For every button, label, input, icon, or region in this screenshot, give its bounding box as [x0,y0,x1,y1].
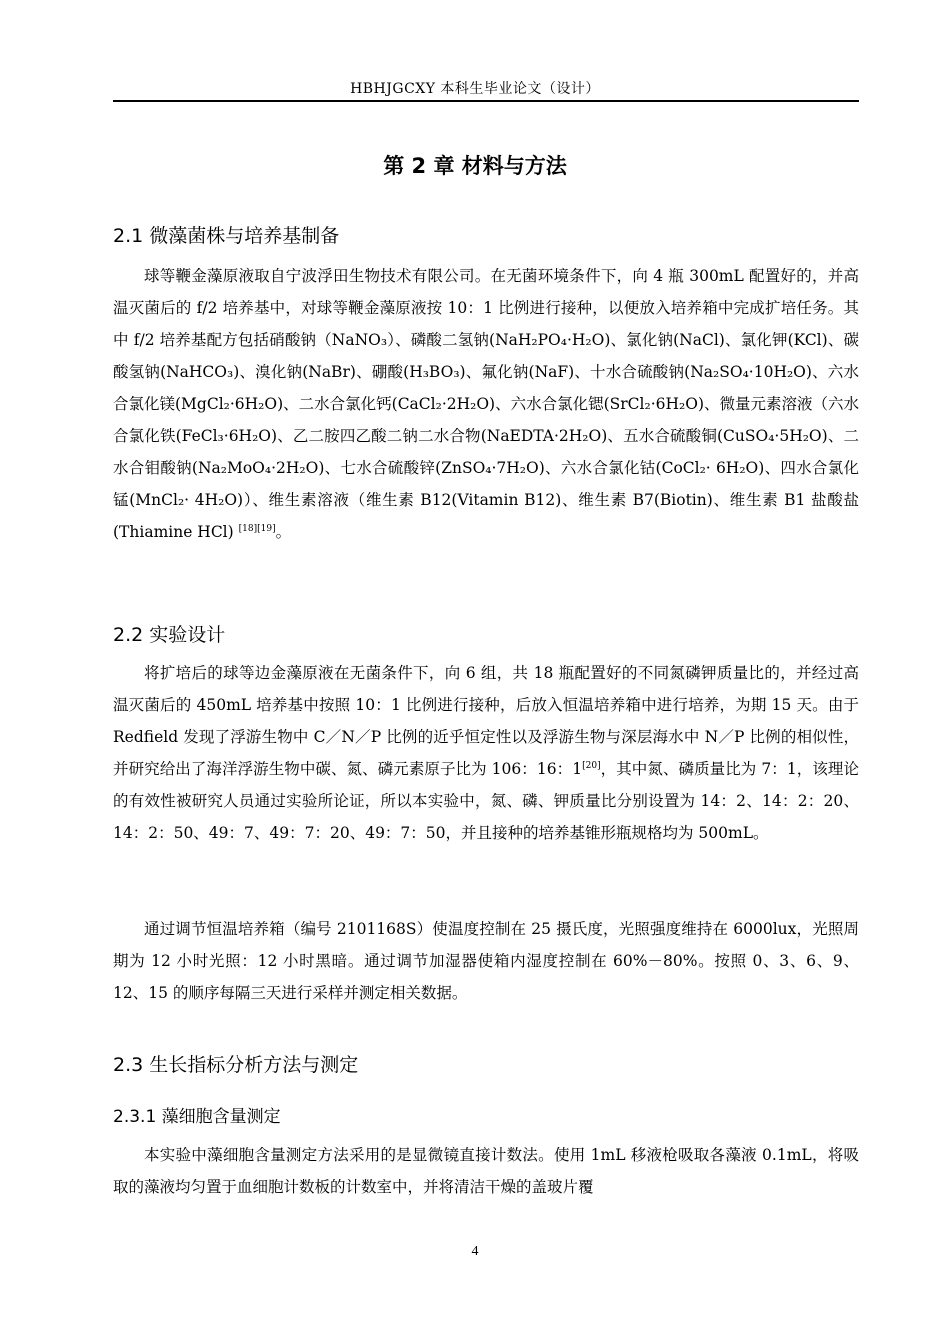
subsection-heading-2-3-1: 2.3.1 藻细胞含量测定 [113,1107,281,1127]
section-heading-2-3: 2.3 生长指标分析方法与测定 [113,1054,359,1076]
running-header: HBHJGCXY 本科生毕业论文（设计） [350,81,600,97]
citation-ref: [20] [582,760,601,771]
page-number: 4 [471,1244,479,1259]
chapter-title: 第 2 章 材料与方法 [383,154,567,178]
paragraph-text: 球等鞭金藻原液取自宁波浮田生物技术有限公司。在无菌环境条件下，向 4 瓶 300mL 配置好的，并高温灭菌后的 f/2 培养基中，对球等鞭金藻原液按 10：1 比例进行接种，以便放入培养箱中完成扩培任务。其中 f/2 培养基配方包括硝酸钠（NaNO₃）、磷酸二氢钠(NaH₂PO₄·H₂O)、氯化钠(NaCl)、氯化钾(KCl)、碳酸氢钠(NaHCO₃)、溴化钠(NaBr)、硼酸(H₃BO₃)、氟化钠(NaF)、十水合硫酸钠(Na₂SO₄·10H₂O)、六水合氯化镁(MgCl₂·6H₂O)、二水合氯化钙(CaCl₂·2H₂O)、六水合氯化锶(SrCl₂·6H₂O)、微量元素溶液（六水合氯化铁(FeCl₃·6H₂O)、乙二胺四乙酸二钠二水合物(NaEDTA·2H₂O)、五水合硫酸铜(CuSO₄·5H₂O)、二水合钼酸钠(Na₂MoO₄·2H₂O)、七水合硫酸锌(ZnSO₄·7H₂O)、六水合氯化钴(CoCl₂· 6H₂O)、四水合氯化锰(MnCl₂· 4H₂O)）、维生素溶液（维生素 B12(Vitamin B12)、维生素 B7(Biotin)、维生素 B1 盐酸盐(Thiamine HCl) [113,267,859,541]
paragraph-text: 将扩培后的球等边金藻原液在无菌条件下，向 6 组，共 18 瓶配置好的不同氮磷钾质量比的，并经过高温灭菌后的 450mL 培养基中按照 10：1 比例进行接种，后放入恒温培养箱中进行培养，为期 15 天。由于 Redfield 发现了浮游生物中 C／N／P 比例的近乎恒定性以及浮游生物与深层海水中 N／P 比例的相似性，并研究给出了海洋浮游生物中碳、氮、磷元素原子比为 106：16：1 [113,664,859,778]
paragraph-text-cont: ，其中氮、磷质量比为 7：1，该理论的有效性被研究人员通过实验所论证，所以本实验中，氮、磷、钾质量比分别设置为 14：2、14：2：20、14：2：50、49：7、49：7：20、49：7：50，并且接种的培养基锥形瓶规格均为 500mL。 [113,760,859,842]
section-heading-2-1: 2.1 微藻菌株与培养基制备 [113,225,340,247]
paragraph-text-end: 。 [275,523,292,541]
section-2-3-1-paragraph: 本实验中藻细胞含量测定方法采用的是显微镜直接计数法。使用 1mL 移液枪吸取各藻液 0.1mL，将吸取的藻液均匀置于血细胞计数板的计数室中，并将清洁干燥的盖玻片覆 [113,1146,859,1196]
section-2-2-paragraph-1 [113,657,859,849]
section-2-2-paragraph-2: 通过调节恒温培养箱（编号 2101168S）使温度控制在 25 摄氏度，光照强度维持在 6000lux，光照周期为 12 小时光照：12 小时黑暗。通过调节加湿器使箱内湿度控制在 60%－80%。按照 0、3、6、9、12、15 的顺序每隔三天进行采样并测定相关数据。 [113,920,859,1002]
citation-ref: [18][19] [238,523,276,534]
header-rule [113,100,859,102]
section-2-1-paragraph [113,260,859,548]
section-heading-2-2: 2.2 实验设计 [113,624,226,646]
